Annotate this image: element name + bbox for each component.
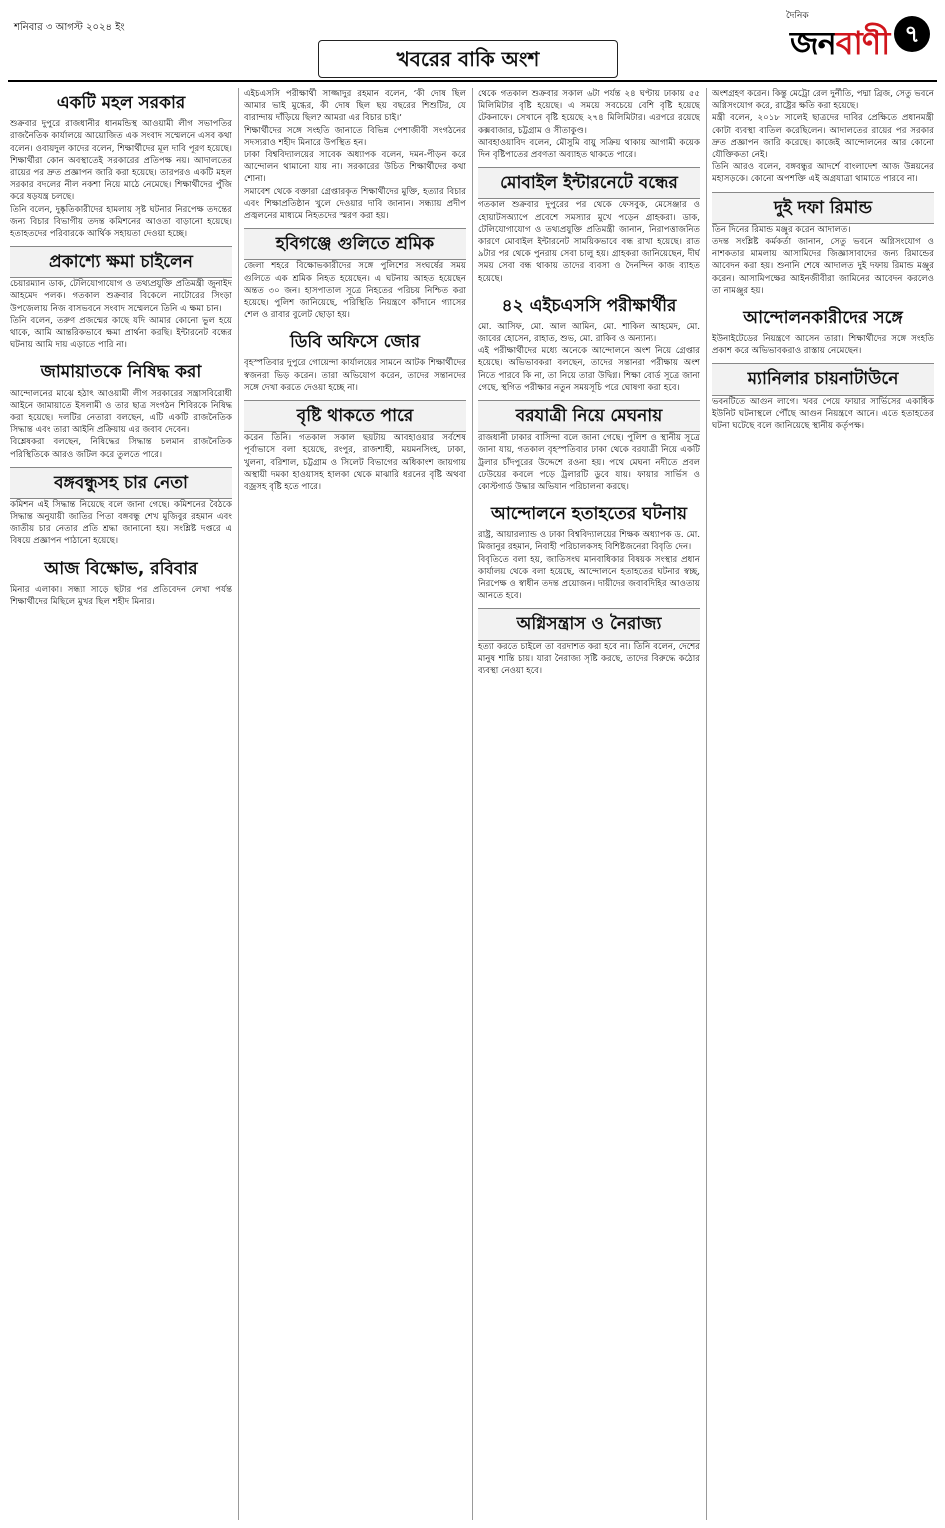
logo-wordmark — [790, 18, 889, 72]
newspaper-logo — [786, 8, 926, 62]
news-article — [244, 327, 466, 394]
article-headline: বঙ্গবন্ধুসহ চার নেতা — [10, 467, 232, 499]
column-divider — [706, 88, 707, 1520]
article-headline: হবিগঞ্জে গুলিতে শ্রমিক — [244, 228, 466, 260]
news-article — [244, 88, 466, 222]
article-body: করেন তিনি। গতকাল সকাল ছয়টায় আবহাওয়ার সর্বশেষ পূর্বাভাসে বলা হয়েছে, রংপুর, রাজশাহী, ময়মনসিংহ, ঢাকা, খুলনা, বরিশাল, চট্টগ্রাম ও সিলেট বিভাগের অধিকাংশ জায়গায় অস্থায়ী দমকা হাওয়াসহ হালকা থেকে মাঝারি ধরনের বৃষ্টি অথবা বজ্রসহ বৃষ্টি হতে পারে। — [244, 433, 466, 492]
article-body: গতকাল শুক্রবার দুপুরের পর থেকে ফেসবুক, মেসেঞ্জার ও হোয়াটসঅ্যাপে প্রবেশে সমস্যার মুখে পড়েন গ্রাহকরা। ডাক, টেলিযোগাযোগ ও তথ্যপ্রযুক্তি প্রতিমন্ত্রী জানান, নিরাপত্তাজনিত কারণে মোবাইল ইন্টারনেট সাময়িকভাবে বন্ধ রাখা হয়েছে। রাত ৯টার পর থেকে পুনরায় সেবা চালু হয়। গ্রাহকরা জানিয়েছেন, দীর্ঘ সময় সেবা বন্ধ থাকায় তাদের ব্যবসা ও দৈনন্দিন কাজ ব্যাহত হয়েছে। — [478, 200, 700, 284]
article-headline: ডিবি অফিসে জোর — [290, 332, 420, 353]
article-headline: প্রকাশ্যে ক্ষমা চাইলেন — [10, 246, 232, 278]
article-body: মো. আসিফ, মো. আল আমিন, মো. শাকিল আহমেদ, মো. জাবের হোসেন, রাহাত, শুভ, মো. রাকিব ও অন্যান্য। এই পরীক্ষার্থীদের মধ্যে অনেকে আন্দোলনে অংশ নিয়ে গ্রেপ্তার হয়েছে। অভিভাবকরা বলছেন, তাদের সন্তানরা পরীক্ষায় অংশ নিতে পারবে কি না, তা নিয়ে তারা উদ্বিগ্ন। শিক্ষা বোর্ড সূত্রে জানা গেছে, স্থগিত পরীক্ষার নতুন সময়সূচি পরে ঘোষণা করা হবে। — [478, 321, 700, 393]
column-divider — [238, 88, 239, 1520]
article-body: রাষ্ট্র, আয়ারল্যান্ড ও ঢাকা বিশ্ববিদ্যালয়ের শিক্ষক অধ্যাপক ড. মো. মিজানুর রহমান, নিবাহী পরিচালকসহ বিশিষ্টজনেরা বিবৃতি দেন। বিবৃতিতে বলা হয়, জাতিসংঘ মানবাধিকার বিষয়ক সংস্থার প্রধান কার্যালয় থেকে বলা হয়েছে, আন্দোলনে হতাহতের ঘটনার স্বচ্ছ, নিরপেক্ষ ও স্বাধীন তদন্ত প্রয়োজন। দায়ীদের জবাবদিহির আওতায় আনতে হবে। — [478, 530, 700, 602]
news-article — [712, 303, 934, 358]
news-article — [478, 291, 700, 394]
article-body: অংশগ্রহণ করেন। কিন্তু মেট্রো রেল দুর্নীতি, পদ্মা ব্রিজ, সেতু ভবনে অগ্নিসংযোগ করে, রাষ্ট্রের ক্ষতি করা হয়েছে। মন্ত্রী বলেন, ২০১৮ সালেই ছাত্রদের দাবির প্রেক্ষিতে প্রধানমন্ত্রী কোটা ব্যবস্থা বাতিল করেছিলেন। আদালতের রায়ের পর সরকার দ্রুত প্রজ্ঞাপন জারি করেছে। কাজেই আন্দোলনের আর কোনো যৌক্তিকতা নেই। তিনি আরও বলেন, বঙ্গবন্ধুর আদর্শে বাংলাদেশ আজ উন্নয়নের মহাসড়কে। কোনো অপশক্তি এই অগ্রযাত্রা থামাতে পারবে না। — [712, 89, 934, 185]
article-body: ইউনাইটেডের নিয়ন্ত্রণে আসেন তারা। শিক্ষার্থীদের সঙ্গে সংহতি প্রকাশ করে অভিভাবকরাও রাস্তায় নেমেছেন। — [712, 334, 934, 357]
article-headline: মোবাইল ইন্টারনেটে বন্ধের — [478, 167, 700, 199]
article-body: থেকে গতকাল শুক্রবার সকাল ৬টা পর্যন্ত ২৪ ঘণ্টায় ঢাকায় ৫৫ মিলিমিটার বৃষ্টি হয়েছে। এ সময়ে সবচেয়ে বেশি বৃষ্টি হয়েছে টেকনাফে। সেখানে বৃষ্টি হয়েছে ২৭৪ মিলিমিটার। এরপরে রয়েছে কক্সবাজার, চট্টগ্রাম ও সীতাকুণ্ড। আবহাওয়াবিদ বলেন, মৌসুমি বায়ু সক্রিয় থাকায় আগামী কয়েক দিন বৃষ্টিপাতের প্রবণতা অব্যাহত থাকতে পারে। — [478, 89, 700, 161]
news-article — [10, 246, 232, 351]
news-article — [478, 88, 700, 161]
article-headline: আজ বিক্ষোভ, রবিবার — [44, 558, 198, 579]
logo-word-a: জন — [790, 24, 836, 62]
article-body: বৃহস্পতিবার দুপুরে গোয়েন্দা কার্যালয়ের সামনে আটক শিক্ষার্থীদের স্বজনরা ভিড় করেন। তারা অভিযোগ করেন, তাদের সন্তানদের সঙ্গে দেখা করতে দেওয়া হচ্ছে না। — [244, 358, 466, 393]
news-article — [712, 363, 934, 432]
article-body: হত্যা করতে চাইলে তা বরদাশত করা হবে না। তিনি বলেন, দেশের মানুষ শান্তি চায়। যারা নৈরাজ্য সৃষ্টি করছে, তাদের বিরুদ্ধে কঠোর ব্যবস্থা নেওয়া হবে। — [478, 641, 700, 676]
news-article — [244, 400, 466, 493]
issue-date: শনিবার ৩ আগস্ট ২০২৪ ইং — [14, 22, 125, 33]
news-article — [478, 608, 700, 677]
article-headline: আন্দোলনকারীদের সঙ্গে — [743, 307, 903, 328]
column-divider — [472, 88, 473, 1520]
article-headline: একটি মহল সরকার — [56, 93, 186, 113]
article-headline: অগ্নিসন্ত্রাস ও নৈরাজ্য — [478, 608, 700, 640]
news-article — [712, 192, 934, 297]
column-1 — [10, 88, 232, 1520]
article-body: আন্দোলনের মাঝে হঠাৎ আওয়ামী লীগ সরকারের সন্ত্রাসবিরোধী আইনে জামায়াতে ইসলামী ও তার ছাত্র সংগঠন শিবিরকে নিষিদ্ধ করা হয়েছে। দলটির নেতারা বলছেন, এটি একটি রাজনৈতিক সিদ্ধান্ত এবং তারা আইনি প্রক্রিয়ায় এর জবাব দেবেন। বিশ্লেষকরা বলছেন, নিষিদ্ধের সিদ্ধান্ত চলমান রাজনৈতিক পরিস্থিতিকে আরও জটিল করে তুলতে পারে। — [10, 388, 232, 460]
news-article — [478, 400, 700, 493]
article-body: চেয়ারম্যান ডাক, টেলিযোগাযোগ ও তথ্যপ্রযুক্তি প্রতিমন্ত্রী জুনাইদ আহমেদ পলক। গতকাল শুক্রবার বিকেলে নাটোরের সিংড়া উপজেলায় নিজ বাসভবনে সংবাদ সম্মেলনে তিনি এ ক্ষমা চান। তিনি বলেন, তরুণ প্রজন্মের কাছে যদি আমার কোনো ভুল হয়ে থাকে, আমি আন্তরিকভাবে ক্ষমা প্রার্থনা করছি। ইন্টারনেট বন্ধের ঘটনায় আমি দায় এড়াতে পারি না। — [10, 279, 232, 351]
article-headline: আন্দোলনে হতাহতের ঘটনায় — [490, 504, 688, 525]
logo-prefix: দৈনিক — [786, 11, 809, 21]
article-headline: ম্যানিলার চায়নাটাউনে — [712, 363, 934, 395]
news-article — [10, 467, 232, 548]
news-article — [478, 499, 700, 602]
article-body: কমিশন এই সিদ্ধান্ত নিয়েছে বলে জানা গেছে। কমিশনের বৈঠকে সিদ্ধান্ত অনুযায়ী জাতির পিতা বঙ্গবন্ধু শেখ মুজিবুর রহমান এবং জাতীয় চার নেতার প্রতি শ্রদ্ধা জানানো হয়। সংশ্লিষ্ট দপ্তরে এ বিষয়ে প্রজ্ঞাপন পাঠানো হয়েছে। — [10, 499, 232, 547]
article-body: এইচএসসি পরীক্ষার্থী সাজ্জাদুর রহমান বলেন, ‘কী দোষ ছিল আমার ভাই মুগ্ধের, কী দোষ ছিল ছয় বছরের শিশুটির, যে বারান্দায় দাঁড়িয়ে ছিল? আমরা এর বিচার চাই।’ শিক্ষার্থীদের সঙ্গে সংহতি জানাতে বিভিন্ন পেশাজীবী সংগঠনের সদস্যরাও শহীদ মিনারে উপস্থিত হন। ঢাকা বিশ্ববিদ্যালয়ের সাবেক অধ্যাপক বলেন, দমন-পীড়ন করে আন্দোলন থামানো যায় না। সরকারের উচিত শিক্ষার্থীদের কথা শোনা। সমাবেশ থেকে বক্তারা গ্রেপ্তারকৃত শিক্ষার্থীদের মুক্তি, হত্যার বিচার এবং শিক্ষাপ্রতিষ্ঠান খুলে দেওয়ার দাবি জানান। সন্ধ্যায় প্রদীপ প্রজ্বলনের মাধ্যমে নিহতদের স্মরণ করা হয়। — [244, 89, 466, 222]
column-3 — [478, 88, 700, 1520]
news-article — [712, 88, 934, 186]
article-headline: ৪২ এইচএসসি পরীক্ষার্থীর — [501, 295, 677, 316]
news-article — [10, 88, 232, 240]
news-article — [10, 357, 232, 460]
news-article — [244, 228, 466, 321]
article-body: শুক্রবার দুপুরে রাজধানীর ধানমন্ডিস্থ আওয়ামী লীগ সভাপতির রাজনৈতিক কার্যালয়ে আয়োজিত এক সংবাদ সম্মেলনে এসব কথা বলেন। ওবায়দুল কাদের বলেন, শিক্ষার্থীদের মূল দাবি পূরণ হয়েছে। শিক্ষার্থীরা কোন অবস্থাতেই সরকারের প্রতিপক্ষ নয়। আদালতের রায়ের পর দ্রুত প্রজ্ঞাপন জারি করা হয়েছে। তারপরও একটি মহল সরকার বদলের নীল নকশা নিয়ে মাঠে নেমেছে। শিক্ষার্থীদের পুঁজি করে ষড়যন্ত্র চলছে। তিনি বলেন, দুষ্কৃতিকারীদের হামলায় সৃষ্ট ঘটনার নিরপেক্ষ তদন্তের জন্য বিচার বিভাগীয় তদন্ত কমিশনের আওতা বাড়ানো হয়েছে। হতাহতদের পরিবারকে আর্থিক সহায়তা দেওয়া হচ্ছে। — [10, 119, 232, 239]
article-headline: বরযাত্রী নিয়ে মেঘনায় — [478, 400, 700, 432]
article-headline: দুই দফা রিমান্ড — [712, 192, 934, 224]
article-body: রাজধানী ঢাকার বাসিন্দা বলে জানা গেছে। পুলিশ ও স্থানীয় সূত্রে জানা যায়, গতকাল বৃহস্পতিবার ঢাকা থেকে বরযাত্রী নিয়ে একটি ট্রলার চাঁদপুরের উদ্দেশে রওনা হয়। পথে মেঘনা নদীতে প্রবল ঢেউয়ের কবলে পড়ে ট্রলারটি ডুবে যায়। ফায়ার সার্ভিস ও কোস্টগার্ড উদ্ধার অভিযান পরিচালনা করছে। — [478, 433, 700, 492]
article-body: মিনার এলাকা। সন্ধ্যা সাড়ে ছটার পর প্রতিবেদন লেখা পর্যন্ত শিক্ষার্থীদের মিছিলে মুখর ছিল শহীদ মিনার। — [10, 584, 232, 607]
news-article — [10, 554, 232, 609]
article-body: ভবনটিতে আগুন লাগে। খবর পেয়ে ফায়ার সার্ভিসের একাধিক ইউনিট ঘটনাস্থলে পৌঁছে আগুন নিয়ন্ত্রণে আনে। এতে হতাহতের ঘটনা ঘটেছে বলে জানিয়েছে স্থানীয় কর্তৃপক্ষ। — [712, 396, 934, 431]
article-headline: বৃষ্টি থাকতে পারে — [244, 400, 466, 432]
header-rule — [8, 80, 937, 82]
article-headline: জামায়াতকে নিষিদ্ধ করা — [40, 362, 202, 383]
news-article — [478, 167, 700, 285]
column-2 — [244, 88, 466, 1520]
article-body: তিন দিনের রিমান্ড মঞ্জুর করেন আদালত। তদন্ত সংশ্লিষ্ট কর্মকর্তা জানান, সেতু ভবনে অগ্নিসংযোগ ও নাশকতার মামলায় আসামিদের জিজ্ঞাসাবাদের জন্য রিমান্ডের আবেদন করা হয়। শুনানি শেষে আদালত দুই দফায় রিমান্ড মঞ্জুর করেন। আসামিপক্ষের আইনজীবীরা জামিনের আবেদন করলেও তা নামঞ্জুর হয়। — [712, 224, 934, 296]
section-title: খবরের বাকি অংশ — [318, 40, 618, 78]
logo-word-b: বাণী — [835, 24, 890, 62]
article-body: জেলা শহরে বিক্ষোভকারীদের সঙ্গে পুলিশের সংঘর্ষের সময় গুলিতে এক শ্রমিক নিহত হয়েছেন। এ ঘটনায় আহত হয়েছেন অন্তত ৩০ জন। হাসপাতাল সূত্রে নিহতের পরিচয় নিশ্চিত করা হয়েছে। পুলিশ জানিয়েছে, পরিস্থিতি নিয়ন্ত্রণে কাঁদানে গ্যাসের শেল ও রাবার বুলেট ছোড়া হয়। — [244, 261, 466, 321]
masthead — [0, 0, 945, 78]
page-number: ৭ — [894, 16, 930, 52]
column-4 — [712, 88, 934, 1520]
